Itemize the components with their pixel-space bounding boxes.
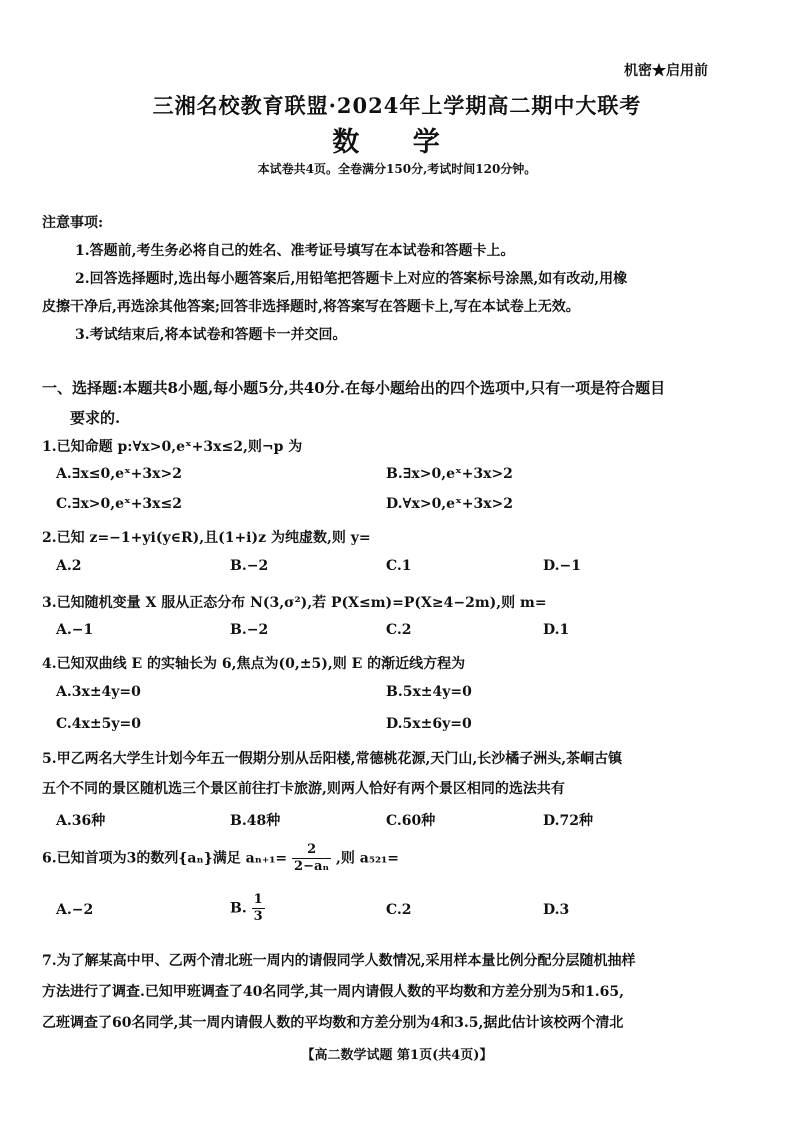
question-6-option-a: A.−2: [56, 902, 94, 918]
question-3-option-d: D.1: [543, 622, 570, 638]
question-4-option-b: B.5x±4y=0: [386, 684, 472, 700]
section-1-heading: 一、选择题:本题共8小题,每小题5分,共40分.在每小题给出的四个选项中,只有一项是符合题目: [42, 379, 666, 397]
question-6-option-d: D.3: [543, 902, 570, 918]
exam-info: 本试卷共4页。全卷满分150分,考试时间120分钟。: [257, 162, 537, 176]
question-6-option-b: [230, 892, 265, 925]
subject-title: 数 学: [332, 127, 462, 158]
question-2-option-b: B.−2: [230, 558, 269, 574]
question-6-fraction-denominator: 2−aₙ: [294, 859, 330, 874]
question-6-option-b-denominator: 3: [253, 909, 263, 924]
question-5-stem-continued: 五个不同的景区随机选三个景区前往打卡旅游,则两人恰好有两个景区相同的选法共有: [42, 781, 565, 797]
notice-item-3: 3.考试结束后,将本试卷和答题卡一并交回。: [75, 327, 347, 343]
question-1-option-d: D.∀x>0,eˣ+3x>2: [386, 496, 514, 512]
question-3-stem: 3.已知随机变量 X 服从正态分布 N(3,σ²),若 P(X≤m)=P(X≥4−2m),则 m=: [42, 595, 547, 611]
question-1-option-a: A.∃x≤0,eˣ+3x>2: [56, 466, 182, 482]
question-3-option-a: A.−1: [56, 622, 94, 638]
question-4-option-c: C.4x±5y=0: [56, 716, 141, 732]
notice-heading: 注意事项:: [42, 215, 104, 231]
question-2-option-a: A.2: [56, 558, 82, 574]
question-5-option-c: C.60种: [386, 813, 436, 829]
question-6-option-c: C.2: [386, 902, 412, 918]
question-5-option-b: B.48种: [230, 813, 281, 829]
question-6-stem-suffix: ,则 a₅₂₁=: [336, 850, 399, 867]
notice-item-2: 2.回答选择题时,选出每小题答案后,用铅笔把答题卡上对应的答案标号涂黑,如有改动,用橡: [75, 271, 628, 287]
notice-item-2-continued: 皮擦干净后,再选涂其他答案;回答非选择题时,将答案写在答题卡上,写在本试卷上无效。: [42, 299, 580, 315]
question-6-stem: [42, 842, 399, 875]
notice-item-1: 1.答题前,考生务必将自己的姓名、准考证号填写在本试卷和答题卡上。: [75, 243, 515, 259]
section-1-heading-continued: 要求的.: [70, 409, 121, 427]
question-7-stem-line-2: 方法进行了调查.已知甲班调查了40名同学,其一周内请假人数的平均数和方差分别为5和1.65,: [42, 984, 624, 1000]
question-2-stem: 2.已知 z=−1+yi(y∈R),且(1+i)z 为纯虚数,则 y=: [42, 530, 371, 546]
question-4-option-a: A.3x±4y=0: [56, 684, 141, 700]
question-6-option-b-label: B.: [230, 900, 247, 917]
question-2-option-c: C.1: [386, 558, 412, 574]
question-1-option-b: B.∃x>0,eˣ+3x>2: [386, 466, 513, 482]
question-7-stem: 7.为了解某高中甲、乙两个清北班一周内的请假同学人数情况,采用样本量比例分配分层随机抽样: [42, 953, 636, 969]
question-6-stem-prefix: 6.已知首项为3的数列{aₙ}满足 aₙ₊₁=: [42, 850, 288, 867]
confidential-label: 机密★启用前: [624, 63, 708, 79]
question-3-option-c: C.2: [386, 622, 412, 638]
question-6-fraction-numerator: 2: [292, 842, 331, 859]
exam-title: 三湘名校教育联盟·2024年上学期高二期中大联考: [152, 93, 642, 118]
page-footer: 【高二数学试题 第1页(共4页)】: [301, 1048, 493, 1063]
question-4-option-d: D.5x±6y=0: [386, 716, 472, 732]
question-1-stem: 1.已知命题 p:∀x>0,eˣ+3x≤2,则¬p 为: [42, 439, 303, 455]
question-7-stem-line-3: 乙班调查了60名同学,其一周内请假人数的平均数和方差分别为4和3.5,据此估计该校两个清北: [42, 1015, 624, 1031]
question-3-option-b: B.−2: [230, 622, 269, 638]
question-2-option-d: D.−1: [543, 558, 581, 574]
question-6-option-b-numerator: 1: [253, 892, 263, 907]
question-6-option-b-fraction: [252, 892, 265, 925]
question-6-fraction: [292, 842, 331, 875]
question-5-stem: 5.甲乙两名大学生计划今年五一假期分别从岳阳楼,常德桃花源,天门山,长沙橘子洲头,茶峒古镇: [42, 751, 623, 767]
question-5-option-d: D.72种: [543, 813, 593, 829]
question-1-option-c: C.∃x>0,eˣ+3x≤2: [56, 496, 182, 512]
question-5-option-a: A.36种: [56, 813, 106, 829]
question-4-stem: 4.已知双曲线 E 的实轴长为 6,焦点为(0,±5),则 E 的渐近线方程为: [42, 656, 466, 672]
